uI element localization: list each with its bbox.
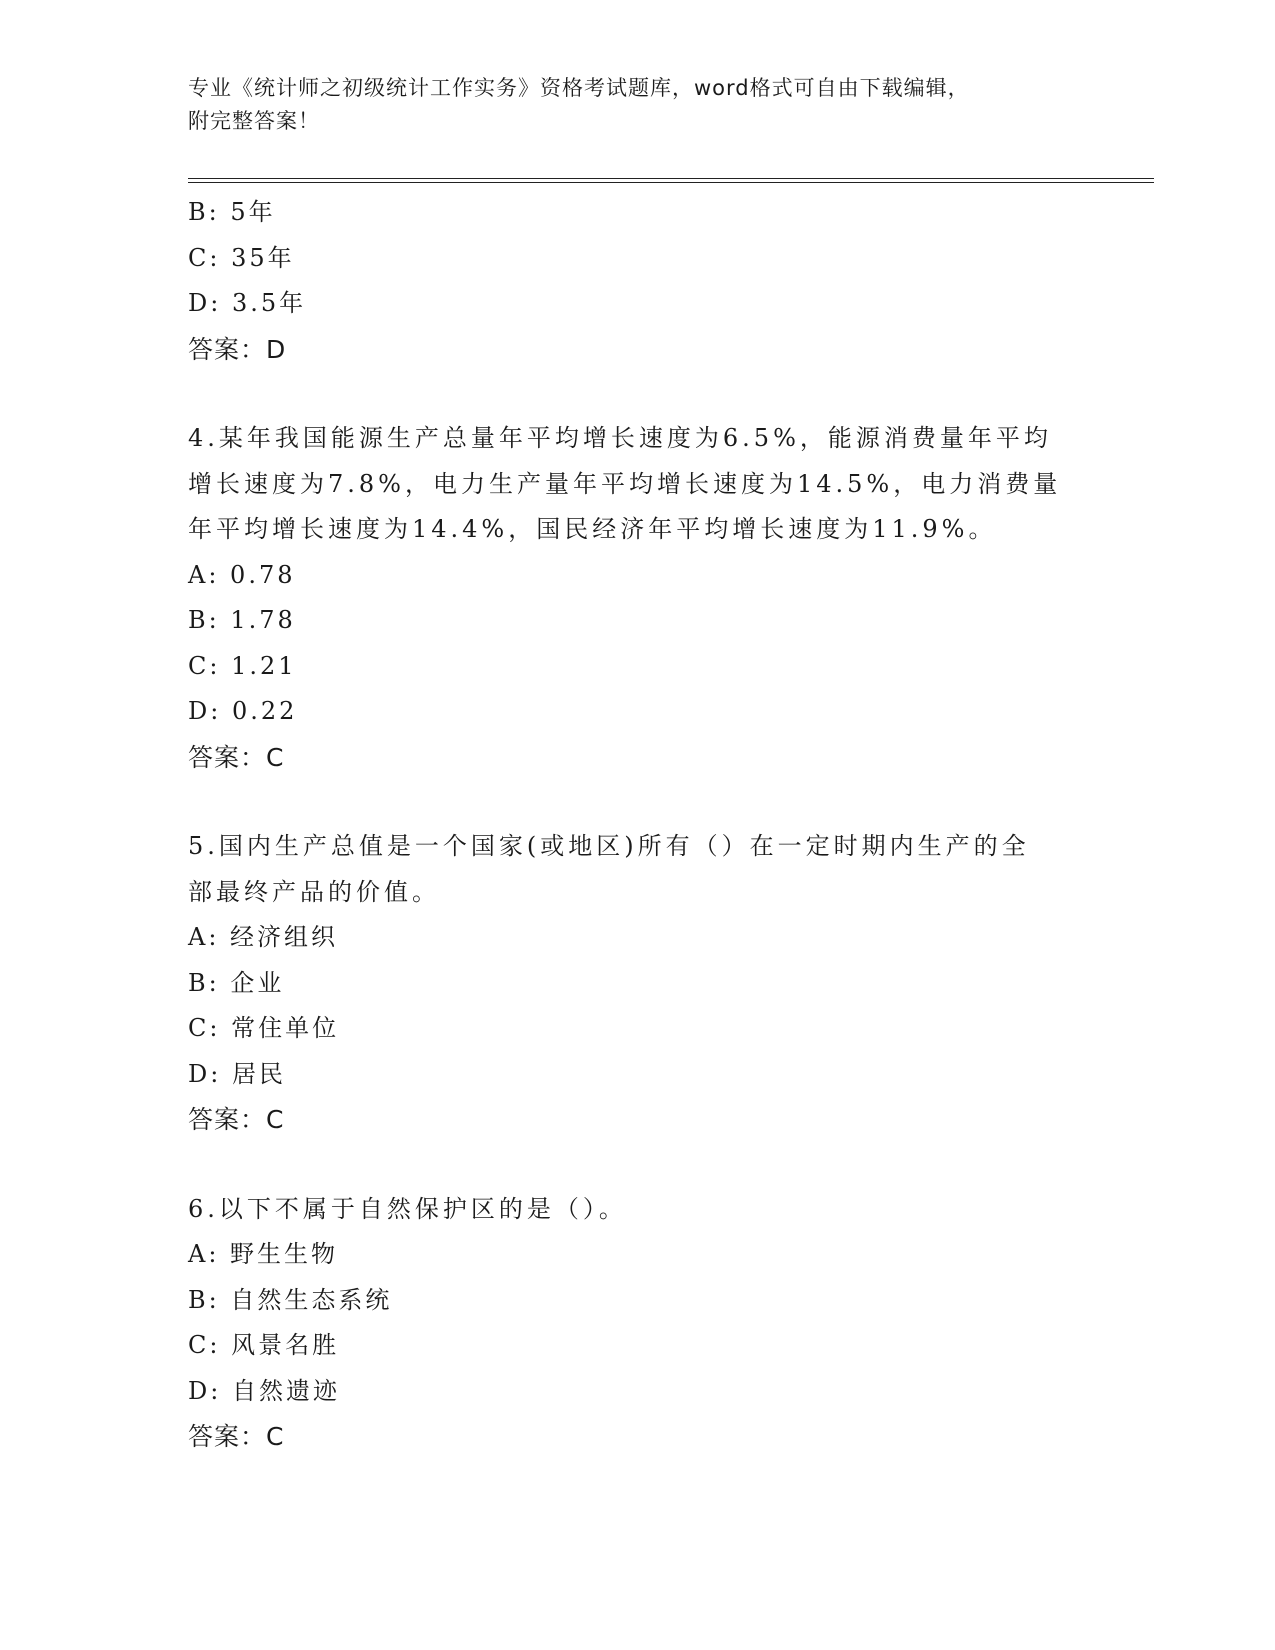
option-a: A: 经济组织 [188,923,339,951]
header-line-1: 专业《统计师之初级统计工作实务》资格考试题库，word格式可自由下载编辑， [188,76,970,100]
question-stem [188,824,1088,915]
question-list [188,190,1088,1460]
question-5 [188,824,1088,1143]
question-stem [188,1187,1088,1233]
header-divider [188,178,1154,183]
option-c: C: 常住单位 [188,1014,340,1042]
stem-line: 年平均增长速度为14.4%，国民经济年平均增长速度为11.9%。 [188,515,997,543]
option-c: C: 1.21 [188,651,297,680]
question-stem [188,416,1088,553]
stem-line: 5.国内生产总值是一个国家(或地区)所有（）在一定时期内生产的全 [188,832,1030,860]
option-b: B: 自然生态系统 [188,1285,393,1314]
option-d: D: 居民 [188,1059,286,1088]
option-a: A: 野生生物 [188,1240,339,1268]
option-b: B: 企业 [188,968,285,997]
option-d: D: 0.22 [188,697,298,725]
option-c: C: 35年 [188,243,295,272]
option-d: D: 3.5年 [188,289,307,317]
option-b: B: 5年 [188,198,276,226]
question-6 [188,1187,1088,1460]
stem-line: 6.以下不属于自然保护区的是（）。 [188,1194,627,1223]
answer: 答案：D [188,334,287,364]
stem-line: 4.某年我国能源生产总量年平均增长速度为6.5%，能源消费量年平均 [188,424,1052,452]
option-c: C: 风景名胜 [188,1331,340,1359]
option-d: D: 自然遗迹 [188,1376,340,1405]
answer: 答案：C [188,1105,285,1134]
header-line-2: 附完整答案！ [188,109,320,133]
page-header [188,72,1068,138]
option-b: B: 1.78 [188,606,296,634]
question-3-tail [188,190,1088,372]
option-a: A: 0.78 [188,560,296,589]
answer: 答案：C [188,742,285,772]
stem-line: 部最终产品的价值。 [188,877,440,906]
question-4 [188,416,1088,780]
answer: 答案：C [188,1422,285,1451]
stem-line: 增长速度为7.8%，电力生产量年平均增长速度为14.5%，电力消费量 [188,469,1062,498]
